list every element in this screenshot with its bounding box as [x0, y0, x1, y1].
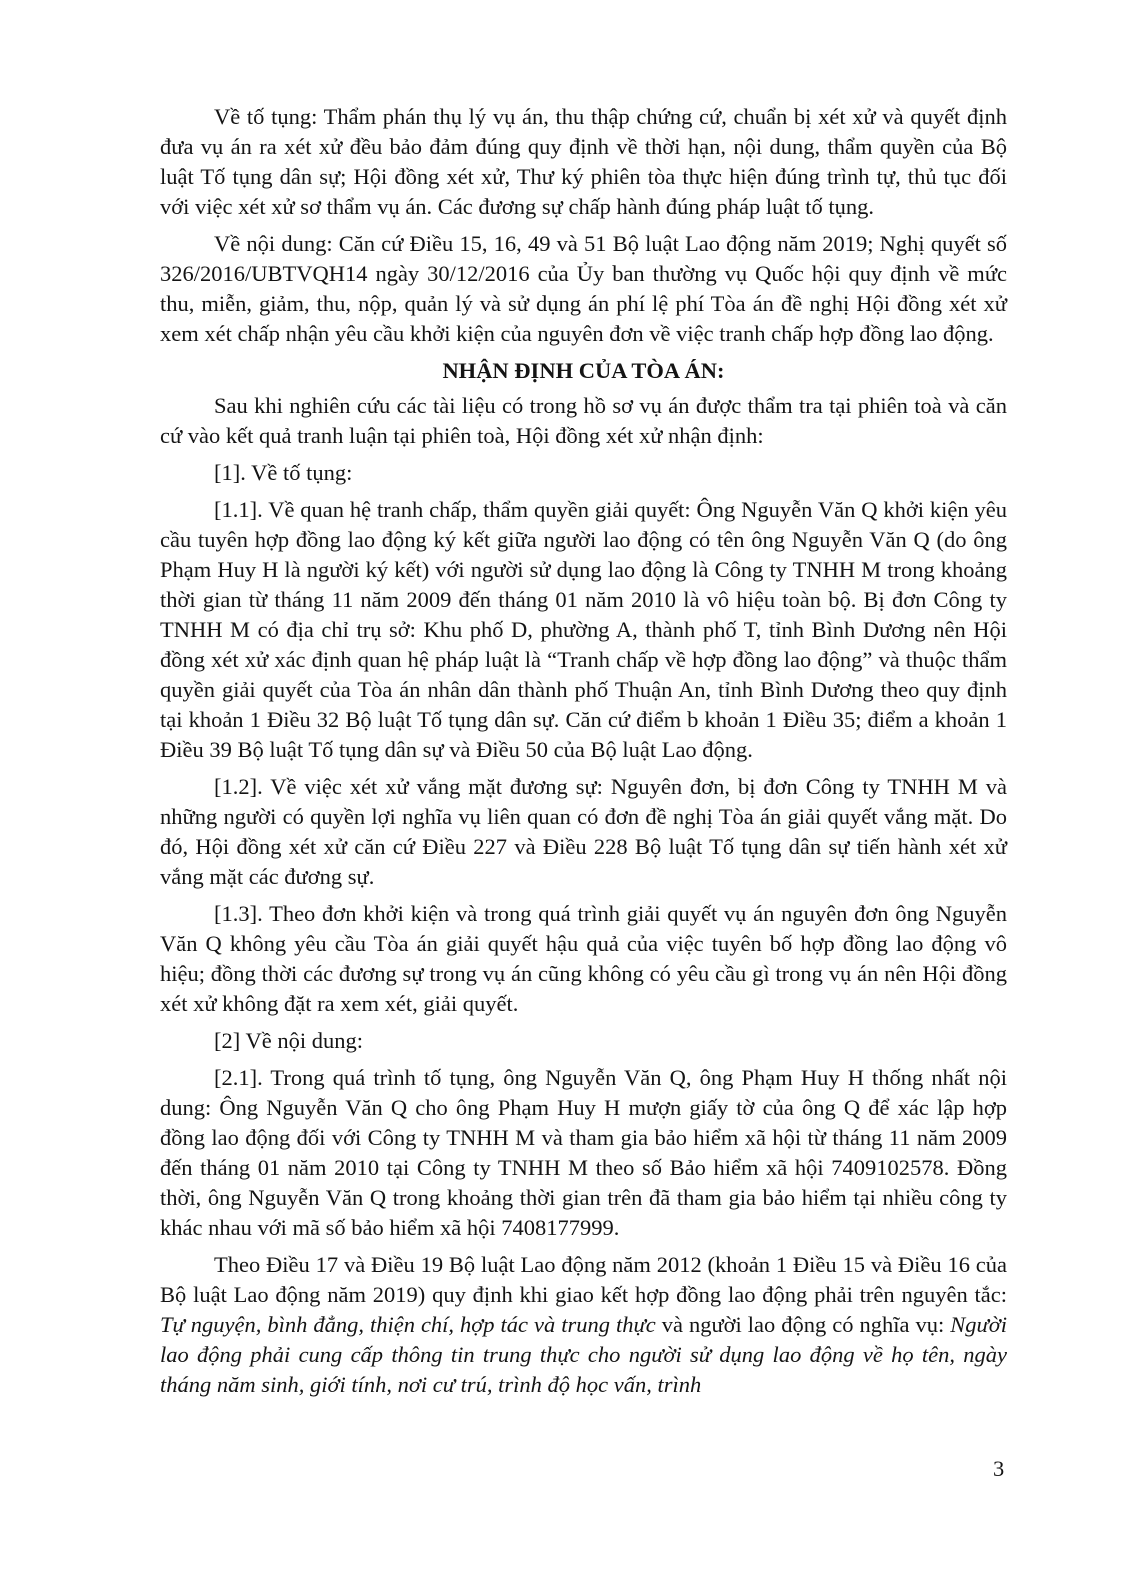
- labor-law-principles: Tự nguyện, bình đẳng, thiện chí, hợp tác và trung thực: [160, 1312, 656, 1337]
- section-2-heading: [2] Về nội dung:: [214, 1028, 363, 1053]
- labor-law-obligations: Người lao động phải cung cấp thông tin trung thực cho người sử dụng lao động về họ tên, ngày tháng năm sinh, giới tính, nơi cư trú, trình độ học vấn, trình: [160, 1312, 1007, 1397]
- paragraph-2-1: [2.1]. Trong quá trình tố tụng, ông Nguyễn Văn Q, ông Phạm Huy H thống nhất nội dung: Ông Nguyễn Văn Q cho ông Phạm Huy H mượn giấy tờ của ông Q để xác lập hợp đồng lao động đối với Công ty TNHH M và tham gia bảo hiểm xã hội từ tháng 11 năm 2009 đến tháng 01 năm 2010 tại Công ty TNHH M theo số Bảo hiểm xã hội 7409102578. Đồng thời, ông Nguyễn Văn Q trong khoảng thời gian trên đã tham gia bảo hiểm tại nhiều công ty khác nhau với mã số bảo hiểm xã hội 7408177999.: [160, 1065, 1007, 1240]
- paragraph-1-2: [1.2]. Về việc xét xử vắng mặt đương sự: Nguyên đơn, bị đơn Công ty TNHH M và những người có quyền lợi nghĩa vụ liên quan có đơn đề nghị Tòa án giải quyết vắng mặt. Do đó, Hội đồng xét xử căn cứ Điều 227 và Điều 228 Bộ luật Tố tụng dân sự tiến hành xét xử vắng mặt các đương sự.: [160, 774, 1007, 889]
- court-findings-heading: NHẬN ĐỊNH CỦA TÒA ÁN:: [442, 358, 725, 383]
- labor-law-text-1: Theo Điều 17 và Điều 19 Bộ luật Lao động năm 2012 (khoản 1 Điều 15 và Điều 16 của Bộ luật Lao động năm 2019) quy định khi giao kết hợp đồng lao động phải trên nguyên tắc:: [160, 1252, 1007, 1307]
- labor-law-paragraph: [160, 1250, 1007, 1400]
- intro-paragraph: Sau khi nghiên cứu các tài liệu có trong hồ sơ vụ án được thẩm tra tại phiên toà và căn cứ vào kết quả tranh luận tại phiên toà, Hội đồng xét xử nhận định:: [160, 393, 1007, 448]
- content-paragraph: Về nội dung: Căn cứ Điều 15, 16, 49 và 51 Bộ luật Lao động năm 2019; Nghị quyết số 326/2016/UBTVQH14 ngày 30/12/2016 của Ủy ban thường vụ Quốc hội quy định về mức thu, miễn, giảm, thu, nộp, quản lý và sử dụng án phí lệ phí Tòa án đề nghị Hội đồng xét xử xem xét chấp nhận yêu cầu khởi kiện của nguyên đơn về việc tranh chấp hợp đồng lao động.: [160, 231, 1007, 346]
- section-1-heading: [1]. Về tố tụng:: [214, 460, 353, 485]
- procedure-paragraph: Về tố tụng: Thẩm phán thụ lý vụ án, thu thập chứng cứ, chuẩn bị xét xử và quyết định đưa vụ án ra xét xử đều bảo đảm đúng quy định về thời hạn, nội dung, thẩm quyền của Bộ luật Tố tụng dân sự; Hội đồng xét xử, Thư ký phiên tòa thực hiện đúng trình tự, thủ tục đối với việc xét xử sơ thẩm vụ án. Các đương sự chấp hành đúng pháp luật tố tụng.: [160, 104, 1007, 219]
- labor-law-text-2: và người lao động có nghĩa vụ:: [655, 1312, 951, 1337]
- paragraph-1-1: [1.1]. Về quan hệ tranh chấp, thẩm quyền giải quyết: Ông Nguyễn Văn Q khởi kiện yêu cầu tuyên hợp đồng lao động ký kết giữa người lao động có tên ông Nguyễn Văn Q (do ông Phạm Huy H là người ký kết) với người sử dụng lao động là Công ty TNHH M trong khoảng thời gian từ tháng 11 năm 2009 đến tháng 01 năm 2010 là vô hiệu toàn bộ. Bị đơn Công ty TNHH M có địa chỉ trụ sở: Khu phố D, phường A, thành phố T, tỉnh Bình Dương nên Hội đồng xét xử xác định quan hệ pháp luật là “Tranh chấp về hợp đồng lao động” và thuộc thẩm quyền giải quyết của Tòa án nhân dân thành phố Thuận An, tỉnh Bình Dương theo quy định tại khoản 1 Điều 32 Bộ luật Tố tụng dân sự. Căn cứ điểm b khoản 1 Điều 35; điểm a khoản 1 Điều 39 Bộ luật Tố tụng dân sự và Điều 50 của Bộ luật Lao động.: [160, 497, 1007, 762]
- page-number: 3: [993, 1456, 1005, 1481]
- paragraph-1-3: [1.3]. Theo đơn khởi kiện và trong quá trình giải quyết vụ án nguyên đơn ông Nguyễn Văn Q không yêu cầu Tòa án giải quyết hậu quả của việc tuyên bố hợp đồng lao động vô hiệu; đồng thời các đương sự trong vụ án cũng không có yêu cầu gì trong vụ án nên Hội đồng xét xử không đặt ra xem xét, giải quyết.: [160, 901, 1007, 1016]
